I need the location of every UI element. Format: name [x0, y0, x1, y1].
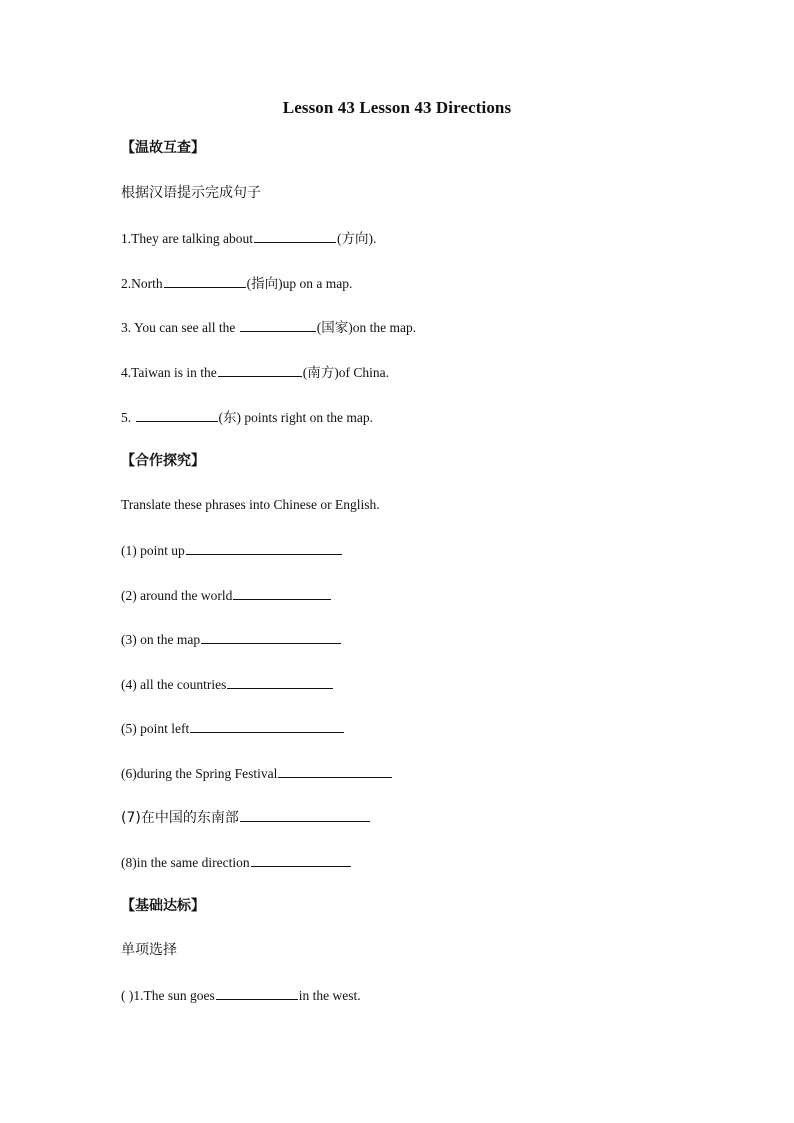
answer-blank[interactable] [240, 317, 316, 332]
answer-blank[interactable] [218, 362, 302, 377]
answer-blank[interactable] [227, 674, 333, 689]
page-title: Lesson 43 Lesson 43 Directions [282, 98, 512, 117]
item-text-after: (东) points right on the map. [218, 410, 373, 425]
section-heading-review: 【温故互查】 [121, 140, 205, 156]
item-text-after: (国家)on the map. [316, 320, 417, 335]
question-text-after: in the west. [298, 988, 361, 1003]
phrase-text: (1) point up [121, 543, 185, 558]
section-instruction-explore: Translate these phrases into Chinese or English. [121, 497, 380, 512]
answer-blank[interactable] [190, 718, 344, 733]
phrase-item [121, 852, 352, 873]
phrase-item [121, 674, 334, 695]
phrase-text: (4) all the countries [121, 677, 227, 692]
phrase-text: (3) on the map [121, 632, 201, 647]
answer-blank[interactable] [254, 228, 336, 243]
exercise-item [121, 317, 416, 338]
phrase-text: (5) point left [121, 721, 190, 736]
answer-blank[interactable] [186, 540, 342, 555]
exercise-item [121, 273, 352, 294]
phrase-item [121, 807, 371, 828]
exercise-item [121, 228, 376, 249]
section-heading-explore: 【合作探究】 [121, 453, 205, 469]
section-heading-basics: 【基础达标】 [121, 898, 205, 914]
answer-blank[interactable] [251, 852, 351, 867]
answer-blank[interactable] [164, 273, 246, 288]
phrase-text: (7)在中国的东南部 [121, 810, 239, 826]
answer-blank[interactable] [240, 807, 370, 822]
item-text-before: 2.North [121, 276, 163, 291]
item-text-after: (方向). [336, 231, 377, 246]
item-text-after: (南方)of China. [302, 365, 390, 380]
answer-blank[interactable] [201, 629, 341, 644]
answer-blank[interactable] [216, 985, 298, 1000]
phrase-text: (6)during the Spring Festival [121, 766, 278, 781]
item-text-before: 4.Taiwan is in the [121, 365, 217, 380]
section-instruction-review: 根据汉语提示完成句子 [121, 185, 261, 201]
phrase-item [121, 585, 332, 606]
phrase-item [121, 629, 342, 650]
exercise-item [121, 407, 373, 428]
phrase-text: (8)in the same direction [121, 855, 250, 870]
phrase-item [121, 763, 393, 784]
item-text-before: 3. You can see all the [121, 320, 239, 335]
section-instruction-basics: 单项选择 [121, 942, 177, 958]
phrase-text: (2) around the world [121, 588, 233, 603]
phrase-item [121, 718, 345, 739]
item-text-after: (指向)up on a map. [246, 276, 353, 291]
item-text-before: 1.They are talking about [121, 231, 253, 246]
choice-question [121, 985, 361, 1006]
answer-blank[interactable] [278, 763, 392, 778]
answer-blank[interactable] [136, 407, 218, 422]
question-text-before: ( )1.The sun goes [121, 988, 215, 1003]
item-text-before: 5. [121, 410, 135, 425]
phrase-item [121, 540, 343, 561]
answer-blank[interactable] [233, 585, 331, 600]
exercise-item [121, 362, 389, 383]
